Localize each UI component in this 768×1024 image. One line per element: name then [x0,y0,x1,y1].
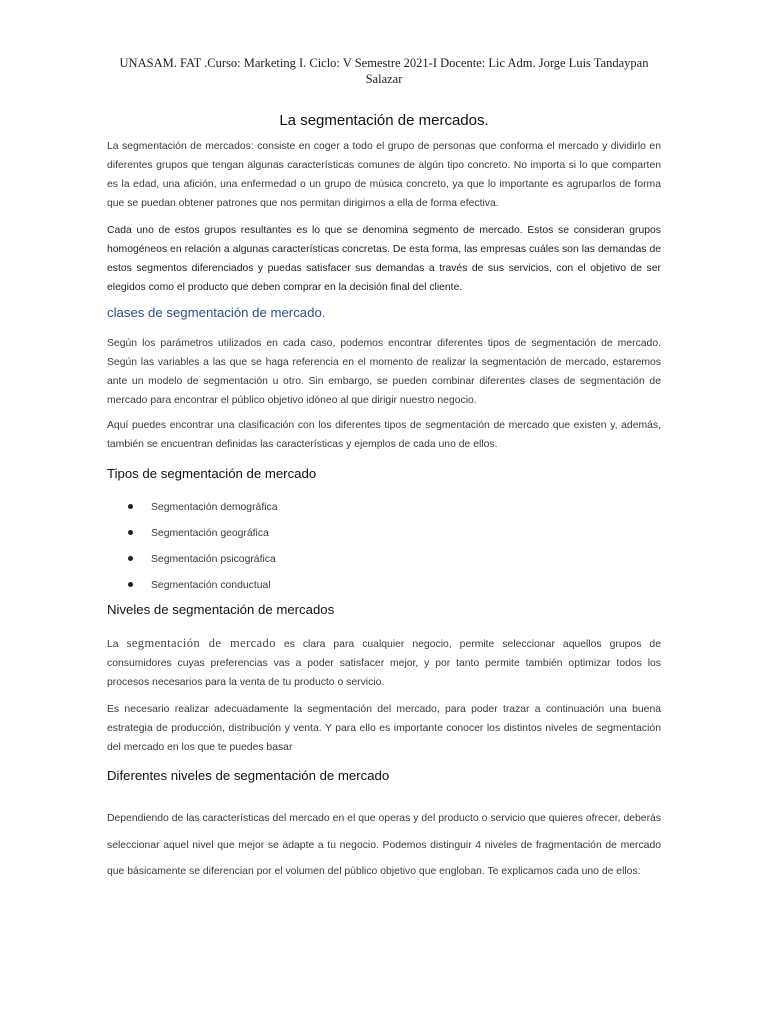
list-item [128,524,278,550]
document-title: La segmentación de mercados. [279,112,489,129]
niveles-paragraph-1 [107,634,661,692]
page-header [60,55,708,87]
niveles-heading: Niveles de segmentación de mercados [107,602,335,617]
list-item-label: Segmentación geográfica [151,528,269,539]
list-item [128,576,278,602]
bullet-icon [128,582,133,587]
niveles-paragraph-2: Es necesario realizar adecuadamente la segmentación del mercado, para poder trazar a continuación una buena estrategia de producción, distribución y venta. Y para ello es importante conocer los distintos niveles de segmentación del mercado en los que te puedes basar [107,704,661,753]
niveles-rest: es clara para cualquier negocio, permite seleccionar aquellos grupos de consumidores cuyas preferencias vas a poder satisfacer mejor, y por tanto permite también optimizar todos los procesos necesarios para la venta de tu producto o servicio. [107,639,661,688]
header-line-1: UNASAM. FAT .Curso: Marketing I. Ciclo: V Semestre 2021-I Docente: Lic Adm. Jorge Luis Tandaypan [119,56,649,70]
bullet-icon [128,504,133,509]
list-item-label: Segmentación demográfica [151,502,278,513]
list-item-label: Segmentación conductual [151,580,271,591]
bullet-icon [128,530,133,535]
diferentes-heading: Diferentes niveles de segmentación de mercado [107,768,390,783]
tipos-list [128,498,278,602]
niveles-term: segmentación de mercado [126,636,276,650]
intro-paragraph: La segmentación de mercados: consiste en coger a todo el grupo de personas que conforma el mercado y dividirlo en diferentes grupos que tengan algunas características comunes de algún tipo concreto. No importa si lo que comparten es la edad, una afición, una enfermedad o un grupo de música concreto, ya que lo importante es agruparlos de forma que se puedan obtener patrones que nos permitan dirigirnos a ella de forma efectiva. [107,141,661,209]
clases-paragraph-1: Según los parámetros utilizados en cada caso, podemos encontrar diferentes tipos de segmentación de mercado. Según las variables a las que se haga referencia en el momento de realizar la segmentación de mercado, estaremos ante un modelo de segmentación u otro. Sin embargo, se pueden combinar diferentes clases de segmentación de mercado para encontrar el público objetivo idóneo al que dirigir nuestro negocio. [107,338,661,406]
header-line-2: Salazar [365,72,403,86]
bullet-icon [128,556,133,561]
niveles-lead: La [107,639,119,650]
tipos-heading: Tipos de segmentación de mercado [107,466,317,481]
clases-paragraph-2: Aquí puedes encontrar una clasificación con los diferentes tipos de segmentación de mercado que existen y, además, también se encuentran definidas las características y ejemplos de cada uno de ellos. [107,420,661,450]
list-item [128,550,278,576]
clases-heading: clases de segmentación de mercado. [107,305,326,320]
segment-paragraph: Cada uno de estos grupos resultantes es lo que se denomina segmento de mercado. Estos se consideran grupos homogéneos en relación a algunas características concretas. De esta forma, las empresas cuáles son las demandas de estos segmentos diferenciados y puedas satisfacer sus demandas a través de sus servicios, con el objetivo de ser elegidos como el producto que deben comprar en la decisión final del cliente. [107,225,661,293]
diferentes-paragraph: Dependiendo de las características del mercado en el que operas y del producto o servicio que quieres ofrecer, deberás seleccionar aquel nivel que mejor se adapte a tu negocio. Podemos distinguir 4 niveles de fragmentación de mercado que básicamente se diferencian por el volumen del público objetivo que engloban. Te explicamos cada uno de ellos: [107,813,661,877]
list-item [128,498,278,524]
list-item-label: Segmentación psicográfica [151,554,276,565]
